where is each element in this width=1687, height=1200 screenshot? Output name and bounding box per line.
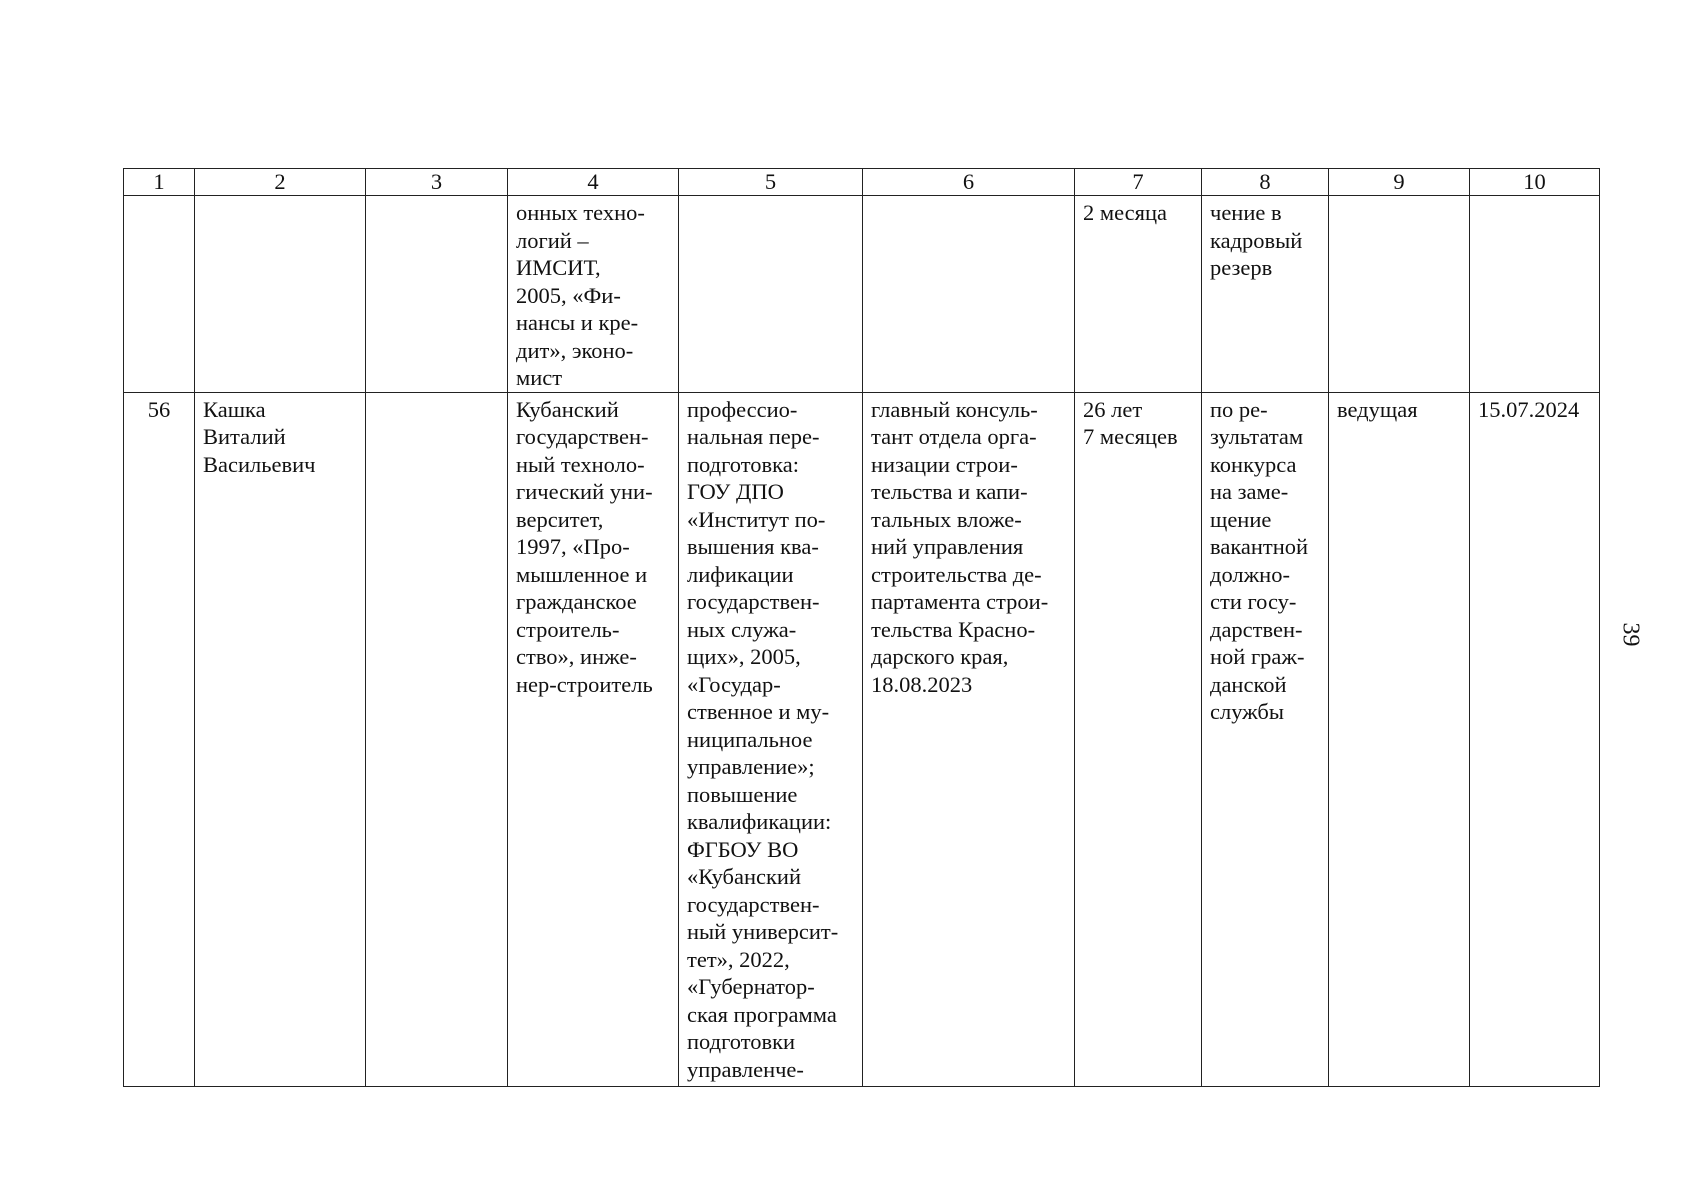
basis-cell: по ре- зультатам конкурса на заме- щение вакантной должно- сти госу- дарствен- ной граж- данской службы <box>1202 392 1329 1086</box>
column-number: 6 <box>863 169 1075 196</box>
column-number: 9 <box>1329 169 1470 196</box>
experience-cell: 2 месяца <box>1075 196 1202 393</box>
name-cell: Кашка Виталий Васильевич <box>195 392 366 1086</box>
personnel-table <box>123 168 1600 1087</box>
column-number: 1 <box>124 169 195 196</box>
column-number: 10 <box>1470 169 1600 196</box>
table-row <box>124 196 1600 393</box>
table-row <box>124 392 1600 1086</box>
training-cell <box>679 196 863 393</box>
name-cell <box>195 196 366 393</box>
page-number: 39 <box>1617 622 1644 647</box>
column-number: 5 <box>679 169 863 196</box>
basis-cell: чение в кадровый резерв <box>1202 196 1329 393</box>
position-cell <box>863 196 1075 393</box>
column-3-cell <box>366 196 508 393</box>
education-cell: онных техно- логий – ИМСИТ, 2005, «Фи- нансы и кре- дит», эконо- мист <box>508 196 679 393</box>
column-number: 3 <box>366 169 508 196</box>
column-3-cell <box>366 392 508 1086</box>
position-cell: главный консуль- тант отдела орга- низации строи- тельства и капи- тальных вложе- ний управления строительства де- партамента строи- тельства Красно- дарского края, 18.08.2023 <box>863 392 1075 1086</box>
education-cell: Кубанский государствен- ный техноло- гический уни- верситет, 1997, «Про- мышленное и гражданское строитель- ство», инже- нер-строитель <box>508 392 679 1086</box>
date-cell: 15.07.2024 <box>1470 392 1600 1086</box>
date-cell <box>1470 196 1600 393</box>
column-number: 7 <box>1075 169 1202 196</box>
row-number-cell <box>124 196 195 393</box>
group-cell: ведущая <box>1329 392 1470 1086</box>
training-cell: профессио- нальная пере- подготовка: ГОУ ДПО «Институт по- вышения ква- лификации государствен- ных служа- щих», 2005, «Государ- ственное и му- ниципальное управление»; повышение квалификации: ФГБОУ ВО «Кубанский государствен- ный университ- тет», 2022, «Губернатор- ская программа подготовки управленче- <box>679 392 863 1086</box>
group-cell <box>1329 196 1470 393</box>
column-number-row <box>124 169 1600 196</box>
column-number: 2 <box>195 169 366 196</box>
column-number: 8 <box>1202 169 1329 196</box>
row-number-cell: 56 <box>124 392 195 1086</box>
experience-cell: 26 лет 7 месяцев <box>1075 392 1202 1086</box>
column-number: 4 <box>508 169 679 196</box>
